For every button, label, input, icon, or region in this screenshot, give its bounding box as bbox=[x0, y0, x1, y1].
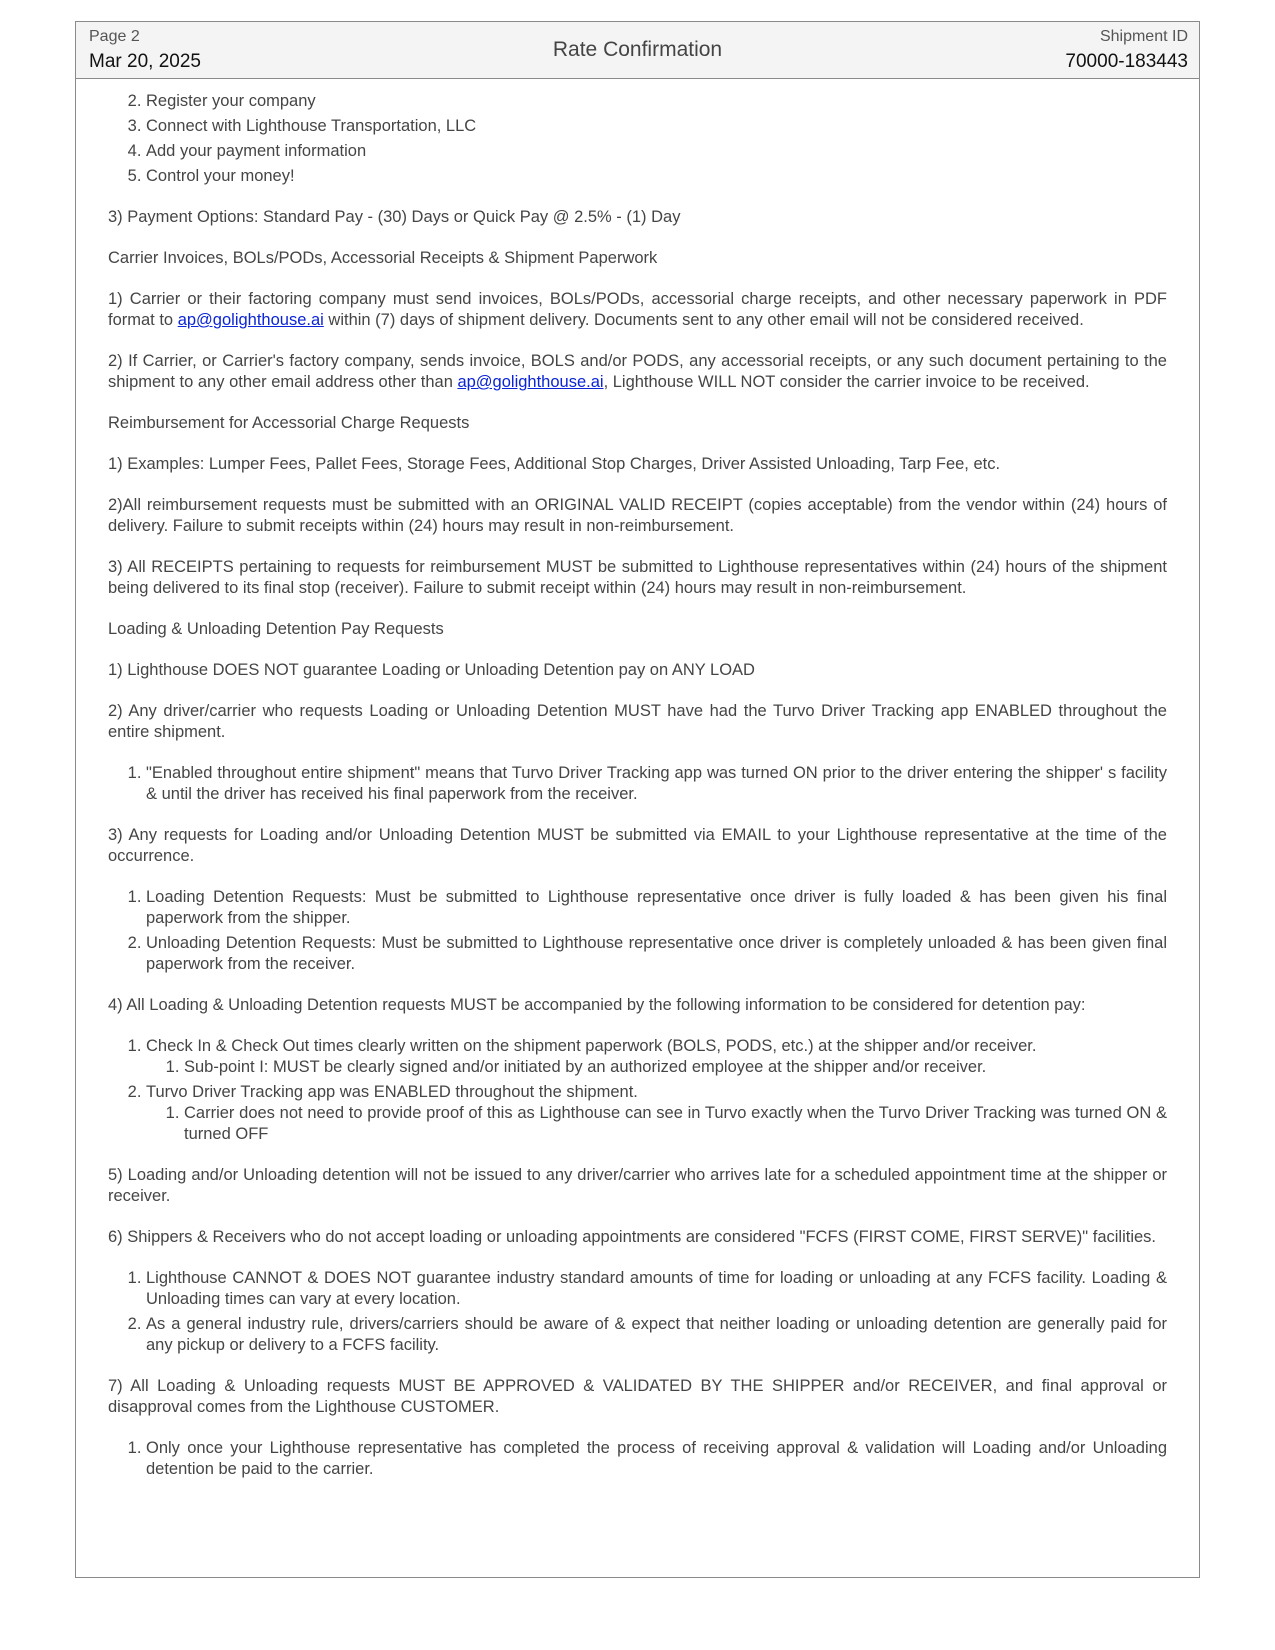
list-item: 2. As a general industry rule, drivers/carriers should be aware of & expect that neither loading or unloading detention are generally paid for any pickup or delivery to a FCFS facility. bbox=[146, 1314, 1167, 1356]
list-item: 2. Unloading Detention Requests: Must be submitted to Lighthouse representative once driver is completely unloaded & has been given final paperwork from the receiver. bbox=[146, 933, 1167, 975]
detention-list-6 bbox=[108, 1268, 1167, 1356]
detention-list-7 bbox=[108, 1438, 1167, 1480]
list-item: 1. "Enabled throughout entire shipment" means that Turvo Driver Tracking app was turned ON prior to the driver entering the shipper' s facility & until the driver has received his final paperwork from the receiver. bbox=[146, 763, 1167, 805]
detention-paragraph-4: 4) All Loading & Unloading Detention requests MUST be accompanied by the following information to be considered for detention pay: bbox=[108, 996, 1086, 1014]
reimbursement-paragraph-3: 3) All RECEIPTS pertaining to requests for reimbursement MUST be submitted to Lighthouse representatives within (24) hours of the shipment being delivered to its final stop (receiver). Failure to submit receipt within (24) hours may result in non-reimbursement. bbox=[108, 558, 1167, 597]
detention-list-4 bbox=[108, 1036, 1167, 1145]
detention-paragraph-7: 7) All Loading & Unloading requests MUST BE APPROVED & VALIDATED BY THE SHIPPER and/or RECEIVER, and final approval or disapproval comes from the Lighthouse CUSTOMER. bbox=[108, 1377, 1167, 1416]
ap-email-link[interactable]: ap@golighthouse.ai bbox=[177, 311, 324, 329]
paragraph-text: , Lighthouse WILL NOT consider the carrier invoice to be received. bbox=[603, 373, 1090, 391]
document-date: Mar 20, 2025 bbox=[89, 51, 201, 72]
detention-list-3 bbox=[108, 887, 1167, 975]
shipment-id-label: Shipment ID bbox=[1099, 28, 1188, 45]
detention-list-2 bbox=[108, 763, 1167, 805]
sub-list bbox=[146, 1057, 1167, 1078]
invoices-paragraph-1 bbox=[108, 289, 1167, 331]
detention-paragraph-2: 2) Any driver/carrier who requests Loading or Unloading Detention MUST have had the Turvo Driver Tracking app ENABLED throughout the entire shipment. bbox=[108, 702, 1167, 741]
sub-list bbox=[146, 1103, 1167, 1145]
reimbursement-paragraph-1: 1) Examples: Lumper Fees, Pallet Fees, Storage Fees, Additional Stop Charges, Driver Assisted Unloading, Tarp Fee, etc. bbox=[108, 455, 1001, 473]
document-title: Rate Confirmation bbox=[552, 38, 723, 61]
paragraph-text: within (7) days of shipment delivery. Documents sent to any other email will not be considered received. bbox=[323, 311, 1084, 329]
reimbursement-heading: Reimbursement for Accessorial Charge Requests bbox=[108, 414, 470, 432]
detention-paragraph-6: 6) Shippers & Receivers who do not accept loading or unloading appointments are considered "FCFS (FIRST COME, FIRST SERVE)" facilities. bbox=[108, 1228, 1157, 1246]
invoices-paragraph-2 bbox=[108, 351, 1167, 393]
list-item-text: Check In & Check Out times clearly written on the shipment paperwork (BOLS, PODS, etc.) at the shipper and/or receiver. bbox=[146, 1037, 1037, 1055]
detention-paragraph-1: 1) Lighthouse DOES NOT guarantee Loading or Unloading Detention pay on ANY LOAD bbox=[108, 661, 755, 679]
sub-list-item: 1. Carrier does not need to provide proof of this as Lighthouse can see in Turvo exactly when the Turvo Driver Tracking was turned ON & turned OFF bbox=[184, 1103, 1167, 1145]
list-item bbox=[146, 1082, 1167, 1145]
sub-list-item: 1. Sub-point I: MUST be clearly signed and/or initiated by an authorized employee at the shipper and/or receiver. bbox=[184, 1057, 1167, 1078]
document-body bbox=[108, 79, 1167, 1500]
setup-steps-list bbox=[108, 91, 1167, 187]
setup-step: 2. Register your company bbox=[146, 91, 1167, 112]
list-item: 1. Lighthouse CANNOT & DOES NOT guarantee industry standard amounts of time for loading or unloading at any FCFS facility. Loading & Unloading times can vary at every location. bbox=[146, 1268, 1167, 1310]
list-item bbox=[146, 1036, 1167, 1078]
page-number: Page 2 bbox=[89, 28, 140, 45]
list-item: 1. Only once your Lighthouse representative has completed the process of receiving approval & validation will Loading and/or Unloading detention be paid to the carrier. bbox=[146, 1438, 1167, 1480]
paragraph-text: 2) If Carrier, or Carrier's factory company, sends invoice, BOLS and/or PODS, any accessorial receipts, or any such document pertaining to the shipment to any other email address other than bbox=[108, 352, 1167, 391]
shipment-id-value: 70000-183443 bbox=[1065, 51, 1188, 72]
detention-heading: Loading & Unloading Detention Pay Requests bbox=[108, 620, 444, 638]
list-item-text: Turvo Driver Tracking app was ENABLED throughout the shipment. bbox=[146, 1083, 638, 1101]
setup-step: 4. Add your payment information bbox=[146, 141, 1167, 162]
paragraph-text: 1) Carrier or their factoring company must send invoices, BOLs/PODs, accessorial charge receipts, and other necessary paperwork in PDF format to bbox=[108, 290, 1167, 329]
invoices-heading: Carrier Invoices, BOLs/PODs, Accessorial Receipts & Shipment Paperwork bbox=[108, 249, 658, 267]
setup-step: 3. Connect with Lighthouse Transportation, LLC bbox=[146, 116, 1167, 137]
reimbursement-paragraph-2: 2)All reimbursement requests must be submitted with an ORIGINAL VALID RECEIPT (copies acceptable) from the vendor within (24) hours of delivery. Failure to submit receipts within (24) hours may result in non-reimbursement. bbox=[108, 496, 1167, 535]
setup-step: 5. Control your money! bbox=[146, 166, 1167, 187]
detention-paragraph-5: 5) Loading and/or Unloading detention will not be issued to any driver/carrier who arrives late for a scheduled appointment time at the shipper or receiver. bbox=[108, 1166, 1167, 1205]
detention-paragraph-3: 3) Any requests for Loading and/or Unloading Detention MUST be submitted via EMAIL to your Lighthouse representative at the time of the occurrence. bbox=[108, 826, 1167, 865]
document-page bbox=[75, 21, 1200, 1578]
list-item: 1. Loading Detention Requests: Must be submitted to Lighthouse representative once driver is fully loaded & has been given his final paperwork from the shipper. bbox=[146, 887, 1167, 929]
payment-options: 3) Payment Options: Standard Pay - (30) Days or Quick Pay @ 2.5% - (1) Day bbox=[108, 208, 681, 226]
ap-email-link[interactable]: ap@golighthouse.ai bbox=[457, 373, 604, 391]
page-header bbox=[76, 22, 1199, 79]
